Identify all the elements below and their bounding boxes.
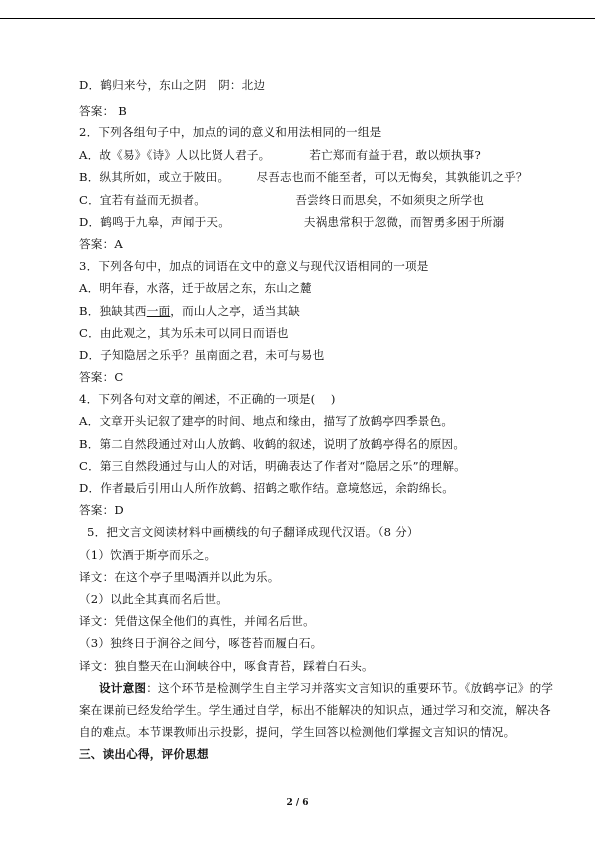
option-line: C．由此观之，其为乐未可以同日而语也	[79, 326, 289, 340]
sub-question: （3）独终日于涧谷之间兮，啄苍苔而履白石。	[79, 636, 323, 650]
design-intent-text: 案在课前已经发给学生。学生通过自学，标出不能解决的知识点，通过学习和交流，解决各	[79, 703, 551, 717]
question-5: 5．把文言文阅读材料中画横线的句子翻译成现代汉语。（8 分）	[87, 525, 419, 539]
header-rule	[0, 18, 595, 19]
sub-question: （1）饮酒于斯亭而乐之。	[79, 548, 217, 562]
sub-question: （2）以此全其真而名后世。	[79, 592, 229, 606]
option-line: B．纵其所如，或立于陂田。 尽吾志也而不能至者，可以无悔矣，其孰能讥之乎？	[79, 170, 528, 184]
option-line: A．明年春，水落，迁于故居之东，东山之麓	[79, 281, 312, 295]
design-intent-text: 自的难点。本节课教师出示投影，提问，学生回答以检测他们掌握文言知识的情况。	[79, 725, 516, 739]
option-text: B．独缺其西	[79, 304, 147, 318]
option-line: C．宜若有益而无损者。 吾尝终日而思矣，不如须臾之所学也	[79, 193, 485, 207]
answer-line: 答案： B	[79, 104, 127, 118]
option-line: A．文章开头记叙了建亭的时间、地点和缘由，描写了放鹤亭四季景色。	[79, 414, 454, 428]
option-line: D．鹤鸣于九皋，声闻于天。 夫祸患常积于忽微，而智勇多困于所溺	[79, 215, 505, 229]
option-line	[79, 304, 300, 319]
option-line: B．第二自然段通过对山人放鹤、收鹤的叙述，说明了放鹤亭得名的原因。	[79, 437, 466, 451]
question-3: 3．下列各句中，加点的词语在文中的意义与现代汉语相同的一项是	[79, 259, 429, 273]
design-intent-line	[99, 681, 553, 696]
option-line: D．作者最后引用山人所作放鹤、招鹤之歌作结。意境悠远，余韵绵长。	[79, 481, 455, 495]
answer-line: 答案：A	[79, 237, 123, 251]
translation-line: 译文：独自整天在山涧峡谷中，啄食青苔，踩着白石头。	[79, 659, 374, 673]
question-2: 2．下列各组句子中，加点的词的意义和用法相同的一组是	[79, 125, 382, 139]
design-intent-label: 设计意图	[99, 681, 147, 695]
section-heading: 三、读出心得，评价思想	[79, 747, 209, 761]
option-text: ，而山人之亭，适当其缺	[170, 304, 301, 318]
question-4: 4．下列各句对文章的阐述，不正确的一项是( )	[79, 392, 336, 406]
translation-line: 译文：在这个亭子里喝酒并以此为乐。	[79, 570, 280, 584]
page-number: 2 / 6	[286, 798, 309, 808]
text-line: D．鹤归来兮，东山之阴 阴：北边	[79, 78, 266, 92]
option-line: D．子知隐居之乐乎？虽南面之君，未可与易也	[79, 348, 325, 362]
option-line: C．第三自然段通过与山人的对话，明确表达了作者对“隐居之乐”的理解。	[79, 459, 466, 473]
answer-line: 答案：C	[79, 370, 124, 384]
underlined-text: 一面	[146, 304, 171, 318]
translation-line: 译文：凭借这保全他们的真性，并闻名后世。	[79, 614, 315, 628]
option-line: A．故《易》《诗》人以比贤人君子。 若亡郑而有益于君，敢以烦执事?	[79, 148, 481, 162]
answer-line: 答案：D	[79, 503, 124, 517]
design-intent-text: ：这个环节是检测学生自主学习并落实文言知识的重要环节。《放鹤亭记》的学	[146, 681, 554, 695]
